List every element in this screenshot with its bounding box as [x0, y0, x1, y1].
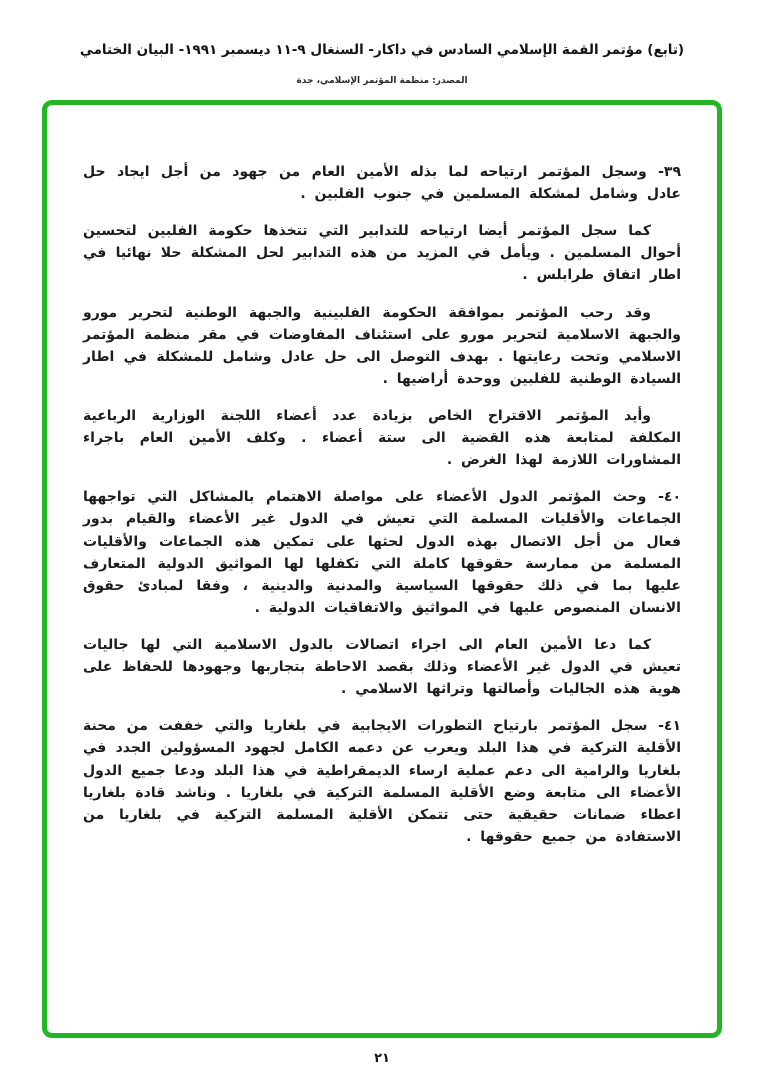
document-source-line: المصدر: منظمة المؤتمر الإسلامي، جدة	[296, 76, 468, 86]
document-body	[83, 161, 681, 863]
paragraph-39-continuation-1: كما سجل المؤتمر أيضا ارتياحه للتدابير التي تتخذها حكومة الفلبين لتحسين أحوال المسلمين . ويأمل في المزيد من هذه التدابير لحل المشكلة حلا نهائيا في اطار اتفاق طرابلس .	[83, 223, 681, 284]
paragraph-39-continuation-2: وقد رحب المؤتمر بموافقة الحكومة الفلبينية والجبهة الوطنية لتحرير مورو والجبهة الاسلامية لتحرير مورو على استئناف المفاوضات في مقر منظمة المؤتمر الاسلامي وتحت رعايتها . بهدف التوصل الى حل عادل وشامل للمشكلة في اطار السيادة الوطنية للفلبين ووحدة أراضيها .	[83, 304, 681, 387]
page-number: ٢١	[374, 1051, 390, 1066]
paragraph-39-continuation-3: وأيد المؤتمر الاقتراح الخاص بزيادة عدد أعضاء اللجنة الوزارية الرباعية المكلفة لمتابعة هذه القضية الى ستة أعضاء . وكلف الأمين العام باجراء المشاورات اللازمة لهذا الغرض .	[83, 407, 681, 469]
document-header-title: (تابع) مؤتمر القمة الإسلامي السادس في داكار- السنغال ٩-١١ ديسمبر ١٩٩١- البيان الختامي	[79, 42, 685, 58]
paragraph-39: ٣٩- وسجل المؤتمر ارتياحه لما بذله الأمين العام من جهود من أجل ايجاد حل عادل وشامل لمشكلة المسلمين في جنوب الفلبين .	[83, 164, 681, 203]
paragraph-40: ٤٠- وحث المؤتمر الدول الأعضاء على مواصلة الاهتمام بالمشاكل التي تواجهها الجماعات والأقليات المسلمة التي تعيش في الدول غير الأعضاء والقيام بدور فعال من أجل الاتصال بهذه الدول لحثها على تمكين هذه الجماعات والأقليات المسلمة من ممارسة حقوقها كاملة التي تكفلها لها المواثيق الدولية المتعارف عليها بما في ذلك حقوقها السياسية والمدنية والدينية ، وفقا لمبادئ حقوق الانسان المنصوص عليها في المواثيق والاتفاقيات الدولية .	[83, 489, 681, 616]
paragraph-40-continuation-1: كما دعا الأمين العام الى اجراء اتصالات بالدول الاسلامية التي لها جاليات تعيش في الدول غير الأعضاء وذلك بقصد الاحاطة بتجاربها وجهودها للحفاظ على هوية هذه الجاليات وأصالتها وتراثها الاسلامي .	[83, 636, 681, 698]
green-border-frame	[42, 100, 722, 1038]
paragraph-41: ٤١- سجل المؤتمر بارتياح التطورات الايجابية في بلغاريا والتي خففت من محنة الأقلية التركية في هذا البلد ويعرب عن دعمه الكامل لجهود المسؤولين الجدد في بلغاريا والرامية الى دعم عملية ارساء الديمقراطية في هذا البلد ودعا جميع الدول الأعضاء الى متابعة وضع الأقلية المسلمة التركية في بلغاريا . وناشد قادة بلغاريا اعطاء ضمانات حقيقية حتى تتمكن الأقلية المسلمة التركية في بلغاريا من الاستفادة من جميع حقوقها .	[83, 718, 681, 845]
